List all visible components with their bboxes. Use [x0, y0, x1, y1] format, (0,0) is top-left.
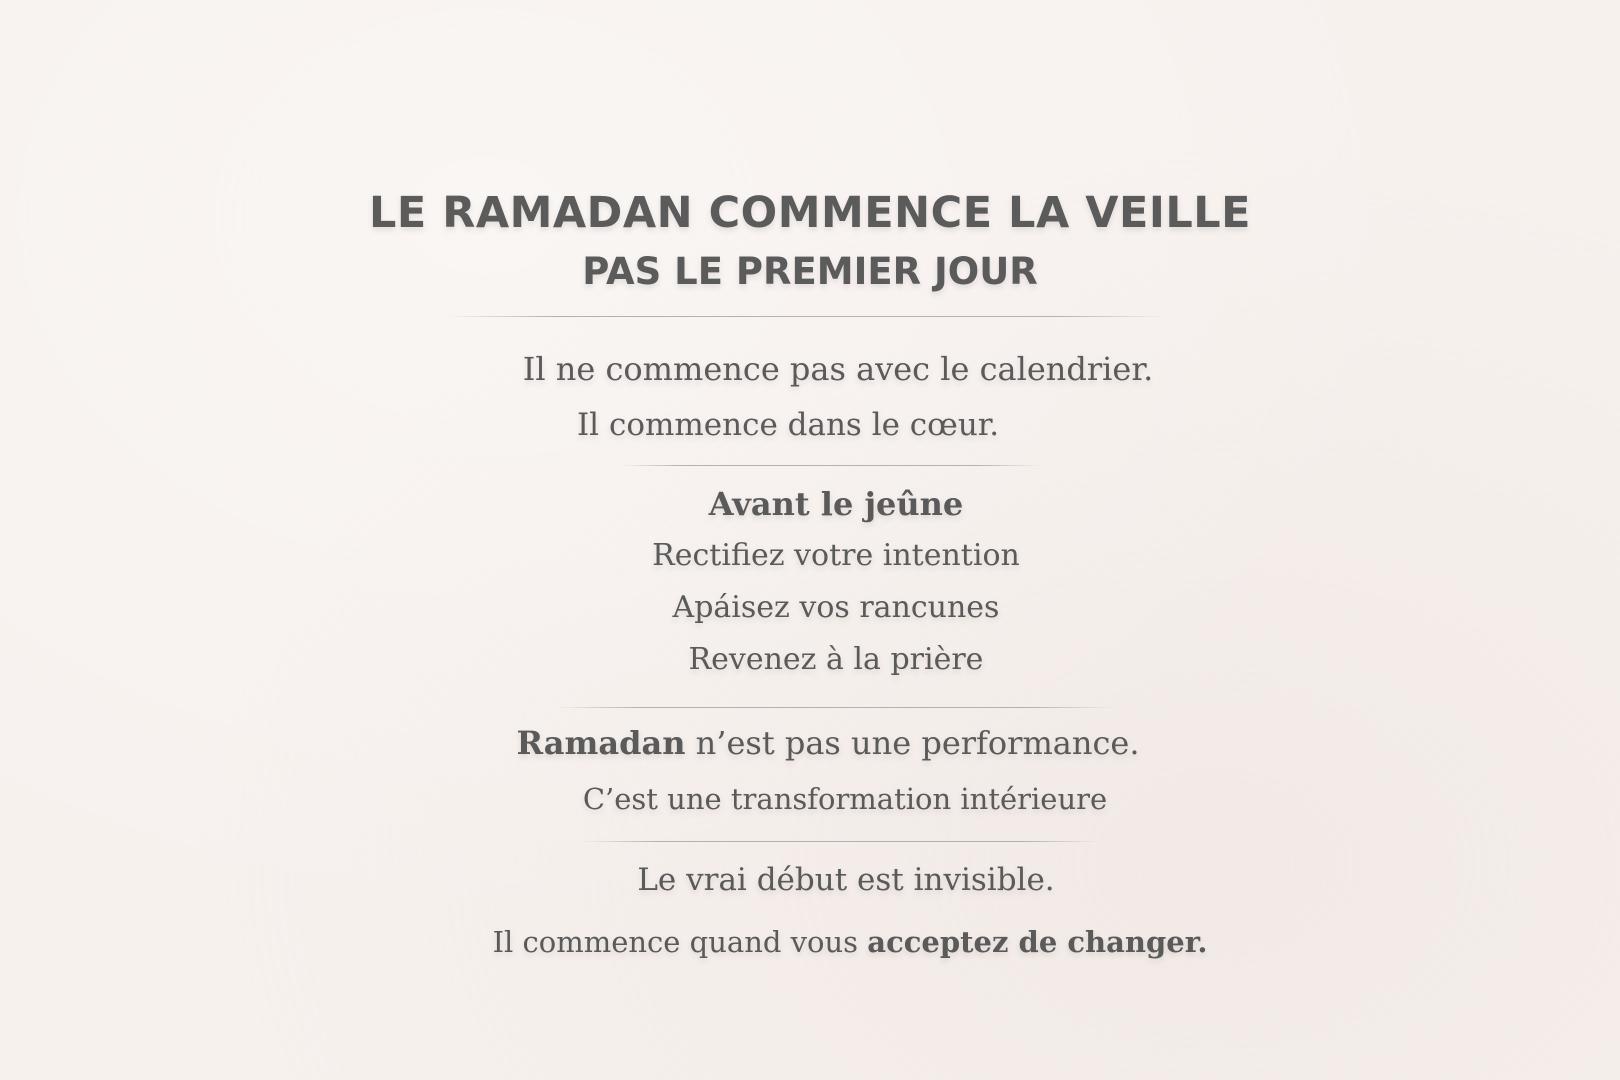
title-line-1: LE RAMADAN COMMENCE LA VEILLE — [368, 188, 1252, 238]
ramadan-bold: Ramadan — [516, 724, 686, 762]
before-fast-item-2: Apáisez vos rancunes — [672, 590, 1000, 625]
closing-bold: acceptez de changer — [867, 925, 1198, 959]
title-line-2: PAS LE PREMIER JOUR — [582, 250, 1038, 293]
performance-line-1 — [18, 724, 1620, 762]
intro-line-2: Il commence dans le cœur. — [576, 407, 1000, 443]
divider-intro — [620, 465, 1040, 466]
divider-middle — [555, 707, 1115, 708]
closing-line-2 — [40, 925, 1620, 959]
performance-rest: n’est pas une performance. — [685, 724, 1140, 762]
divider-bottom — [580, 841, 1100, 842]
intro-line-1: Il ne commence pas avec le calendrier. — [522, 350, 1154, 388]
before-fast-item-3: Revenez à la prière — [688, 642, 984, 677]
before-fast-item-1: Rectifiez votre intention — [652, 538, 1020, 573]
performance-line-2: C’est une transformation intérieure — [582, 782, 1108, 816]
divider-top — [445, 316, 1165, 317]
closing-end: . — [1197, 925, 1208, 959]
closing-line-1: Le vrai début est invisible. — [637, 862, 1055, 898]
closing-start: Il commence quand vous — [492, 925, 868, 959]
before-fast-title: Avant le jeûne — [708, 485, 964, 523]
